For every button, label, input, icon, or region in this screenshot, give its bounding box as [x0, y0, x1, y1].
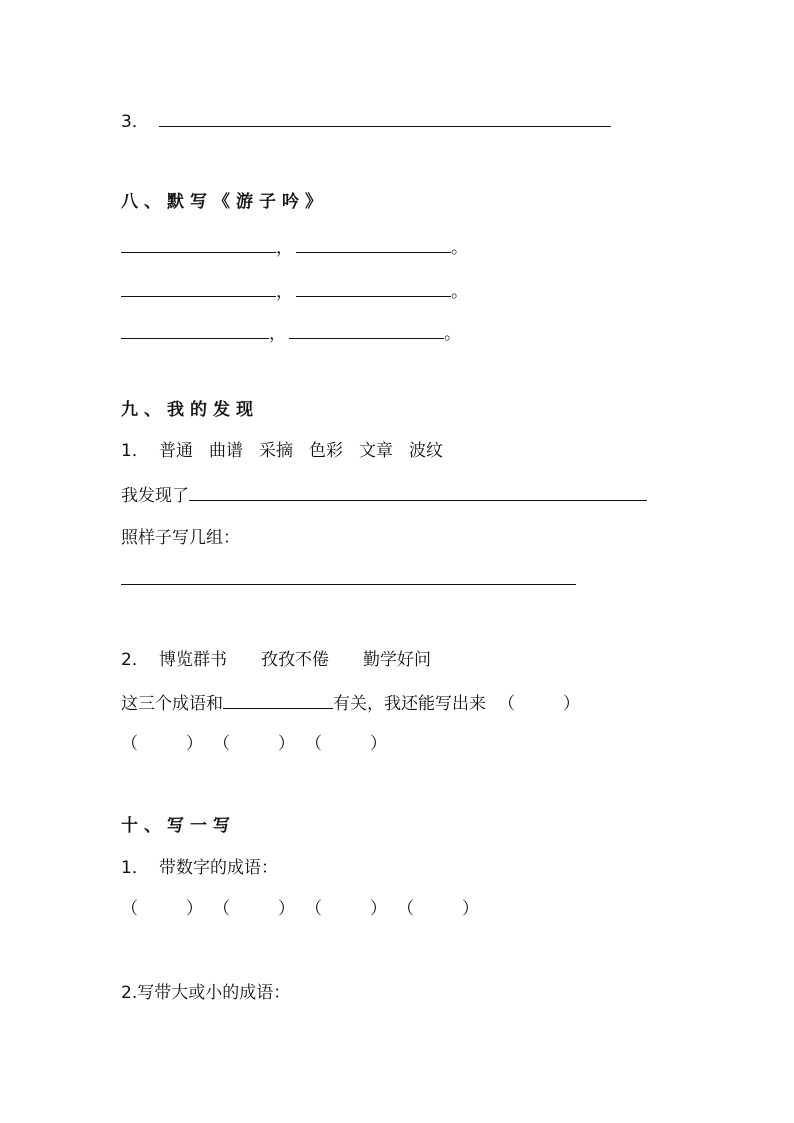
discovery-blank[interactable] [189, 484, 647, 501]
answer-parens[interactable]: （ ） [305, 899, 387, 919]
poem-blank[interactable] [121, 322, 269, 339]
poem-comma: ， [276, 238, 293, 258]
discovery-label: 我发现了 [121, 486, 189, 506]
answer-parens[interactable]: （ ） [397, 899, 479, 919]
section9-title: 九、我的发现 [121, 400, 259, 420]
word-item: 色彩 [309, 441, 343, 461]
idiom-topic-text-after: 有关，我还能写出来 [333, 694, 486, 714]
answer-parens[interactable]: （ ） [213, 734, 295, 754]
poem-comma: ， [269, 324, 286, 344]
q3-answer-blank[interactable] [159, 110, 611, 127]
poem-blank[interactable] [289, 322, 444, 339]
poem-period: 。 [451, 238, 468, 258]
idiom-topic-text-before: 这三个成语和 [121, 694, 223, 714]
q3-line [121, 110, 611, 132]
section10-title: 十、写一写 [121, 816, 236, 836]
section9-q2-number: 2． [121, 650, 149, 670]
answer-parens[interactable]: （ ） [213, 899, 295, 919]
section8-title: 八、默写《游子吟》 [121, 192, 328, 212]
word-item: 采摘 [259, 441, 293, 461]
word-item: 波纹 [409, 441, 443, 461]
poem-line-1 [121, 236, 468, 258]
poem-period: 。 [444, 324, 461, 344]
example-label-line: 照样子写几组： [121, 528, 240, 548]
section9-q1-number: 1． [121, 441, 149, 461]
section10-q1-number: 1． [121, 858, 149, 878]
section10-q1-label: 带数字的成语： [159, 858, 278, 878]
example-answer-blank[interactable] [121, 568, 576, 585]
poem-period: 。 [451, 282, 468, 302]
q3-number: 3． [121, 112, 149, 132]
poem-blank[interactable] [296, 236, 451, 253]
idiom-topic-line [121, 692, 590, 714]
answer-parens[interactable]: （ ） [121, 899, 203, 919]
word-item: 普通 [159, 441, 193, 461]
example-answer-line [121, 568, 576, 590]
idiom-item: 孜孜不倦 [261, 650, 329, 670]
poem-blank[interactable] [121, 236, 276, 253]
discovery-line [121, 484, 647, 506]
poem-line-2 [121, 280, 468, 302]
word-item: 曲谱 [209, 441, 243, 461]
idiom-item: 勤学好问 [363, 650, 431, 670]
answer-parens[interactable]: （ ） [121, 734, 203, 754]
answer-parens[interactable]: （ ） [305, 734, 387, 754]
section10-q2-label: 2.写带大或小的成语： [121, 983, 291, 1003]
section9-q2-idioms [121, 650, 465, 672]
section9-q1-words [121, 441, 459, 463]
poem-comma: ， [276, 282, 293, 302]
idiom-item: 博览群书 [159, 650, 227, 670]
poem-blank[interactable] [121, 280, 276, 297]
poem-blank[interactable] [296, 280, 451, 297]
section10-q1-line [121, 858, 278, 880]
poem-line-3 [121, 322, 461, 344]
word-item: 文章 [359, 441, 393, 461]
answer-parens[interactable]: （ ） [498, 694, 580, 714]
number-idiom-parens-line [121, 899, 489, 921]
idiom-topic-blank[interactable] [223, 692, 333, 709]
idiom-parens-line [121, 734, 397, 756]
